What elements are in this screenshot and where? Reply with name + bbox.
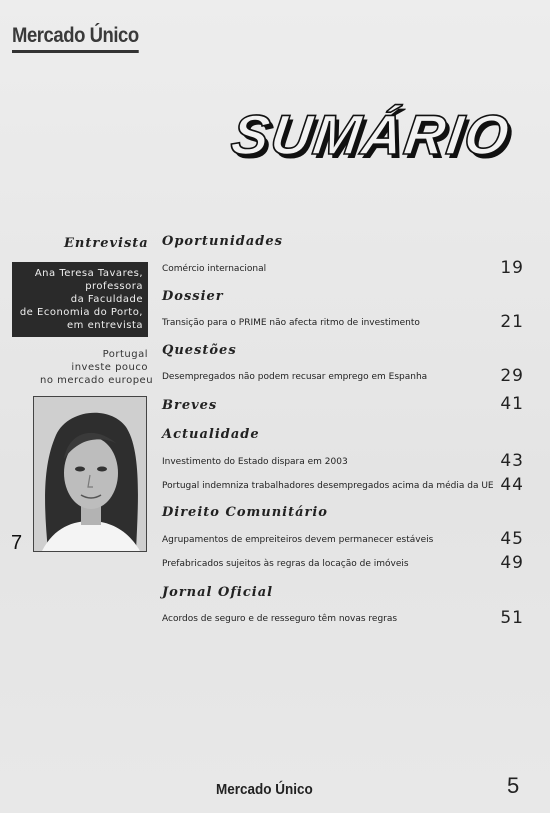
toc-entry-title: Comércio internacional	[162, 264, 267, 274]
toc-entry[interactable]	[162, 475, 524, 497]
toc-entry[interactable]	[162, 366, 524, 388]
interview-teaser[interactable]	[40, 348, 154, 387]
teaser-line: no mercado europeu	[40, 375, 154, 386]
interviewee-photo[interactable]	[33, 396, 147, 552]
toc-entry-page: 49	[500, 553, 524, 573]
bio-line: professora	[85, 281, 143, 292]
interview-page-number[interactable]: 7	[11, 532, 23, 554]
section-heading-breves[interactable]: Breves	[162, 398, 218, 413]
bio-line: em entrevista	[67, 320, 143, 331]
toc-entry-page: 43	[500, 451, 524, 471]
toc-entry[interactable]	[162, 312, 524, 334]
bio-line: de Economia do Porto,	[19, 307, 143, 318]
toc-entry[interactable]	[162, 553, 524, 575]
bio-line: da Faculdade	[70, 294, 143, 305]
toc-entry[interactable]	[162, 451, 524, 473]
toc-entry[interactable]	[162, 258, 524, 280]
section-heading-direito: Direito Comunitário	[162, 505, 328, 520]
section-heading-jornal: Jornal Oficial	[162, 585, 274, 600]
toc-entry-title: Transição para o PRIME não afecta ritmo de investimento	[162, 318, 420, 328]
masthead-logo: Mercado Único	[12, 24, 139, 53]
footer-brand: Mercado Único	[216, 781, 313, 798]
toc-entry-title: Desempregados não podem recusar emprego em Espanha	[162, 372, 428, 382]
section-heading-actualidade: Actualidade	[162, 427, 260, 442]
footer-page-number: 5	[507, 773, 520, 798]
toc-entry-page: 51	[500, 608, 524, 628]
toc-entry-title: Investimento do Estado dispara em 2003	[162, 457, 348, 467]
portrait-image	[34, 397, 146, 551]
toc-entry-title: Prefabricados sujeitos às regras da locação de imóveis	[162, 559, 409, 569]
toc-entry-title: Agrupamentos de empreiteiros devem permanecer estáveis	[162, 535, 434, 545]
page-title: SUMÁRIO	[227, 103, 515, 166]
toc-entry[interactable]	[162, 608, 524, 630]
interview-bio-box[interactable]	[12, 262, 148, 337]
section-heading-questoes: Questões	[162, 343, 237, 358]
interview-heading: Entrevista	[64, 236, 149, 251]
toc-entry-page: 44	[500, 475, 524, 495]
toc-entry-page: 29	[500, 366, 524, 386]
toc-entry-page: 19	[500, 258, 524, 278]
toc-entry-title: Portugal indemniza trabalhadores desempregados acima da média da UE	[162, 481, 494, 491]
teaser-line: investe pouco	[71, 362, 148, 373]
toc-entry-title: Acordos de seguro e de resseguro têm novas regras	[162, 614, 398, 624]
breves-page[interactable]: 41	[500, 394, 524, 414]
section-heading-dossier: Dossier	[162, 289, 224, 304]
teaser-line: Portugal	[102, 349, 148, 360]
toc-entry[interactable]	[162, 529, 524, 551]
section-heading-oportunidades: Oportunidades	[162, 234, 283, 249]
toc-entry-page: 21	[500, 312, 524, 332]
bio-line: Ana Teresa Tavares,	[34, 268, 143, 279]
toc-entry-page: 45	[500, 529, 524, 549]
